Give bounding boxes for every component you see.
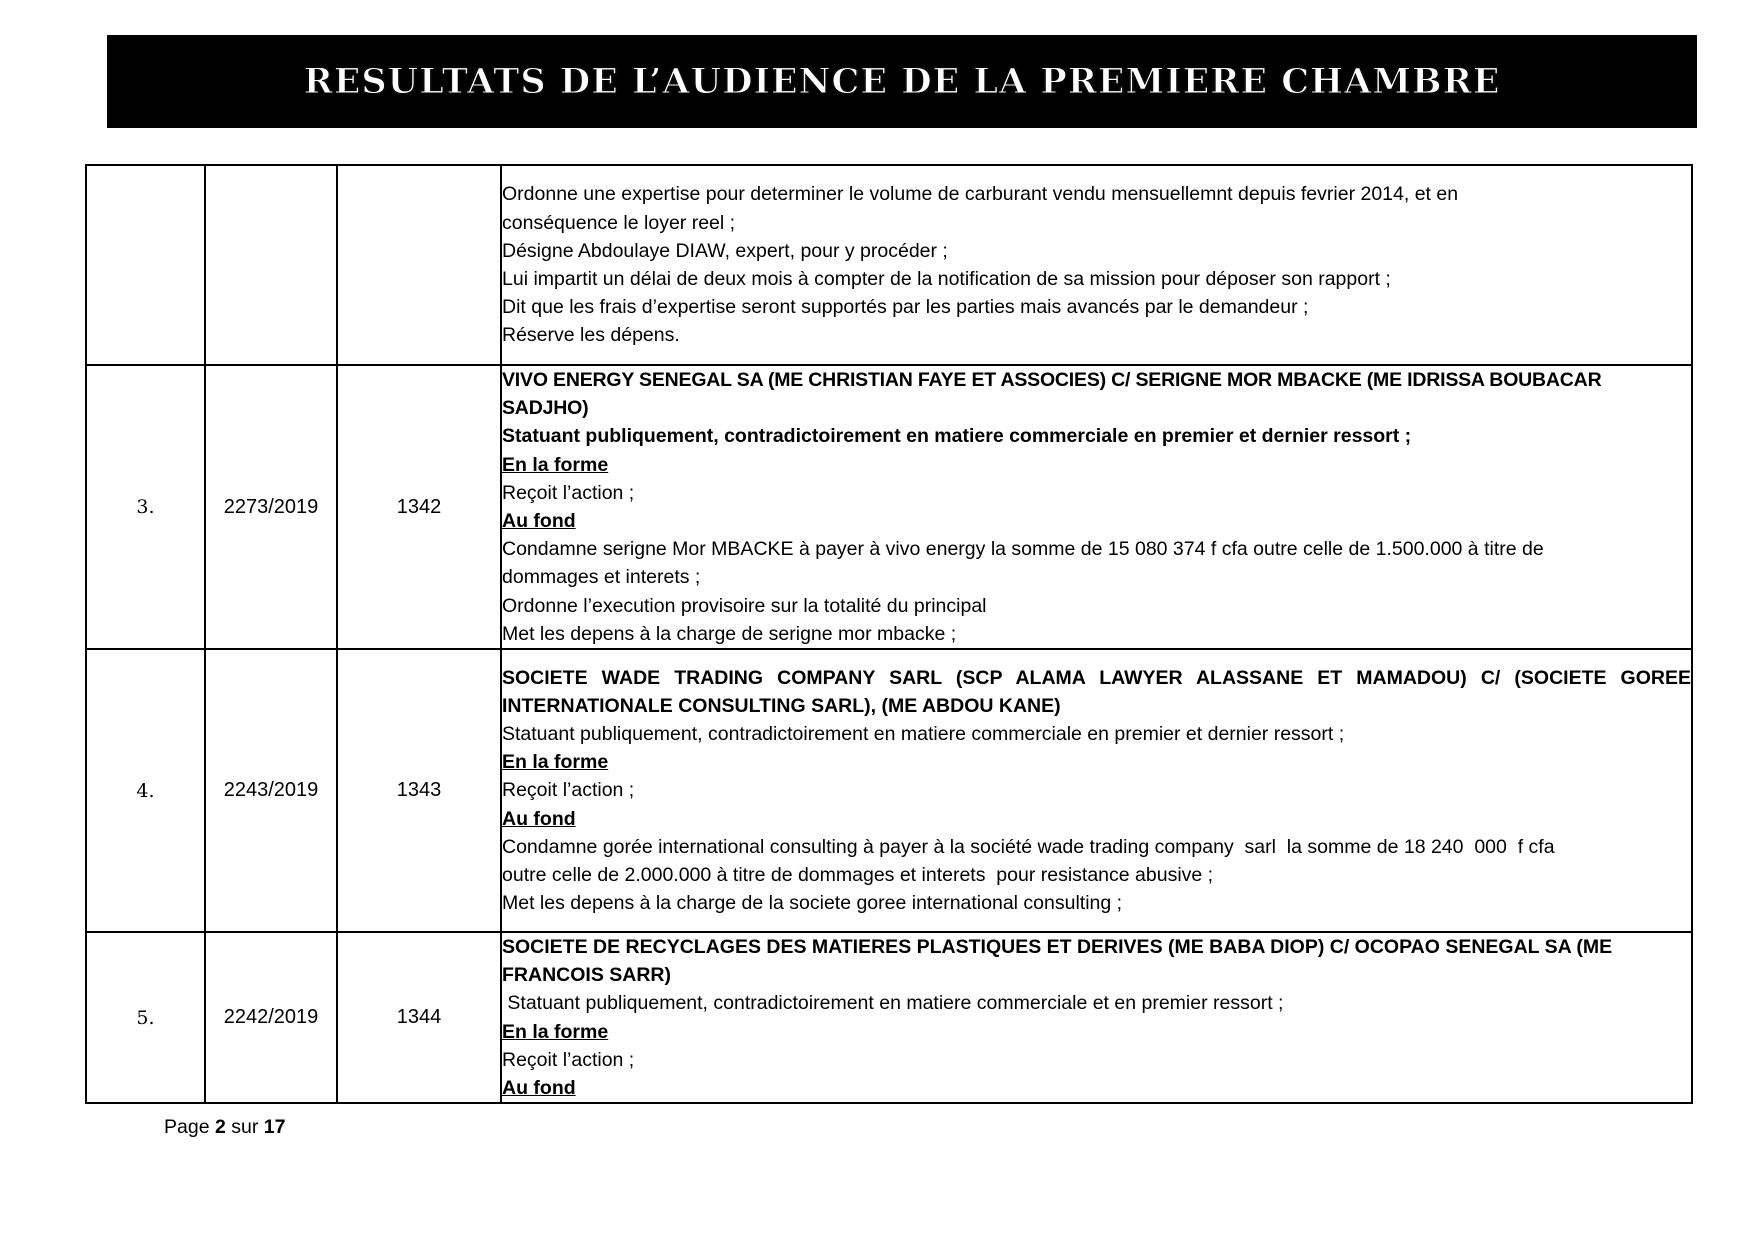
forme-text: Reçoit l’action ;: [502, 1048, 635, 1071]
forme-heading: En la forme: [502, 751, 609, 774]
parties-line: SOCIETE WADE TRADING COMPANY SARL (SCP ALAMA LAWYER ALASSANE ET MAMADOU) C/ (SOCIETE GOREE: [502, 666, 1691, 689]
fond-line: Ordonne l’execution provisoire sur la totalité du principal: [502, 594, 987, 617]
page-header-banner: [107, 35, 1697, 128]
ruling-text-cell: [501, 932, 1692, 1103]
fond-line: Condamne serigne Mor MBACKE à payer à vivo energy la somme de 15 080 374 f cfa outre celle de 1.500.000 à titre de: [502, 538, 1544, 561]
fond-heading: Au fond: [502, 1077, 576, 1100]
ruling-text-cell: [501, 165, 1692, 365]
parties-line: VIVO ENERGY SENEGAL SA (ME CHRISTIAN FAYE ET ASSOCIES) C/ SERIGNE MOR MBACKE (ME IDRISSA BOUBACAR SADJHO): [502, 369, 1602, 420]
ruling-line: Dit que les frais d’expertise seront supportés par les parties mais avancés par le demandeur ;: [502, 296, 1309, 319]
ruling-line: Désigne Abdoulaye DIAW, expert, pour y procéder ;: [502, 239, 948, 262]
forme-text: Reçoit l’action ;: [502, 481, 635, 504]
statuant-line: Statuant publiquement, contradictoirement en matiere commerciale en premier et dernier ressort ;: [502, 723, 1345, 746]
decision-number-cell: 1343: [337, 649, 501, 932]
page-number: [164, 1116, 285, 1139]
forme-heading: En la forme: [502, 453, 609, 476]
fond-line: Condamne gorée international consulting à payer à la société wade trading company sarl la somme de 18 240 000 f cfa: [502, 835, 1555, 858]
decision-number-cell: 1344: [337, 932, 501, 1103]
statuant-line: Statuant publiquement, contradictoirement en matiere commerciale et en premier ressort ;: [502, 992, 1284, 1015]
case-number-cell: [205, 165, 337, 365]
results-table: [85, 164, 1693, 1104]
table-row: [86, 365, 1692, 649]
statuant-line: Statuant publiquement, contradictoirement en matiere commerciale en premier et dernier ressort ;: [502, 425, 1412, 448]
parties-line: FRANCOIS SARR): [502, 964, 671, 987]
case-number-cell: 2242/2019: [205, 932, 337, 1103]
parties-line: SOCIETE DE RECYCLAGES DES MATIERES PLASTIQUES ET DERIVES (ME BABA DIOP) C/ OCOPAO SENEGAL SA (ME: [502, 936, 1613, 959]
table-row: [86, 165, 1692, 365]
page-number-total: 17: [263, 1116, 286, 1138]
row-number-cell: 3.: [86, 365, 205, 649]
ruling-text-cell: [501, 649, 1692, 932]
page-number-current: 2: [214, 1116, 226, 1138]
row-number-cell: [86, 165, 205, 365]
fond-line: Met les depens à la charge de la societe goree international consulting ;: [502, 892, 1123, 915]
fond-heading: Au fond: [502, 807, 576, 830]
page-title: RESULTATS DE L’AUDIENCE DE LA PREMIERE CHAMBRE: [303, 61, 1501, 102]
fond-line: dommages et interets ;: [502, 566, 701, 589]
decision-number-cell: [337, 165, 501, 365]
ruling-line: Ordonne une expertise pour determiner le volume de carburant vendu mensuellemnt depuis fevrier 2014, et en: [502, 183, 1459, 206]
row-number-cell: 5.: [86, 932, 205, 1103]
forme-heading: En la forme: [502, 1020, 609, 1043]
row-number-cell: 4.: [86, 649, 205, 932]
ruling-line: Réserve les dépens.: [502, 324, 680, 347]
page-number-separator: sur: [225, 1116, 264, 1138]
case-number-cell: 2273/2019: [205, 365, 337, 649]
table-row: [86, 932, 1692, 1103]
ruling-line: Lui impartit un délai de deux mois à compter de la notification de sa mission pour déposer son rapport ;: [502, 268, 1391, 290]
ruling-text-cell: [501, 365, 1692, 649]
parties-line: INTERNATIONALE CONSULTING SARL), (ME ABDOU KANE): [502, 694, 1061, 717]
table-row: [86, 649, 1692, 932]
forme-text: Reçoit l’action ;: [502, 779, 635, 802]
page-number-prefix: Page: [164, 1116, 215, 1138]
fond-line: Met les depens à la charge de serigne mor mbacke ;: [502, 622, 957, 645]
decision-number-cell: 1342: [337, 365, 501, 649]
fond-heading: Au fond: [502, 510, 576, 533]
fond-line: outre celle de 2.000.000 à titre de dommages et interets pour resistance abusive ;: [502, 864, 1214, 887]
ruling-line: conséquence le loyer reel ;: [502, 211, 736, 234]
case-number-cell: 2243/2019: [205, 649, 337, 932]
